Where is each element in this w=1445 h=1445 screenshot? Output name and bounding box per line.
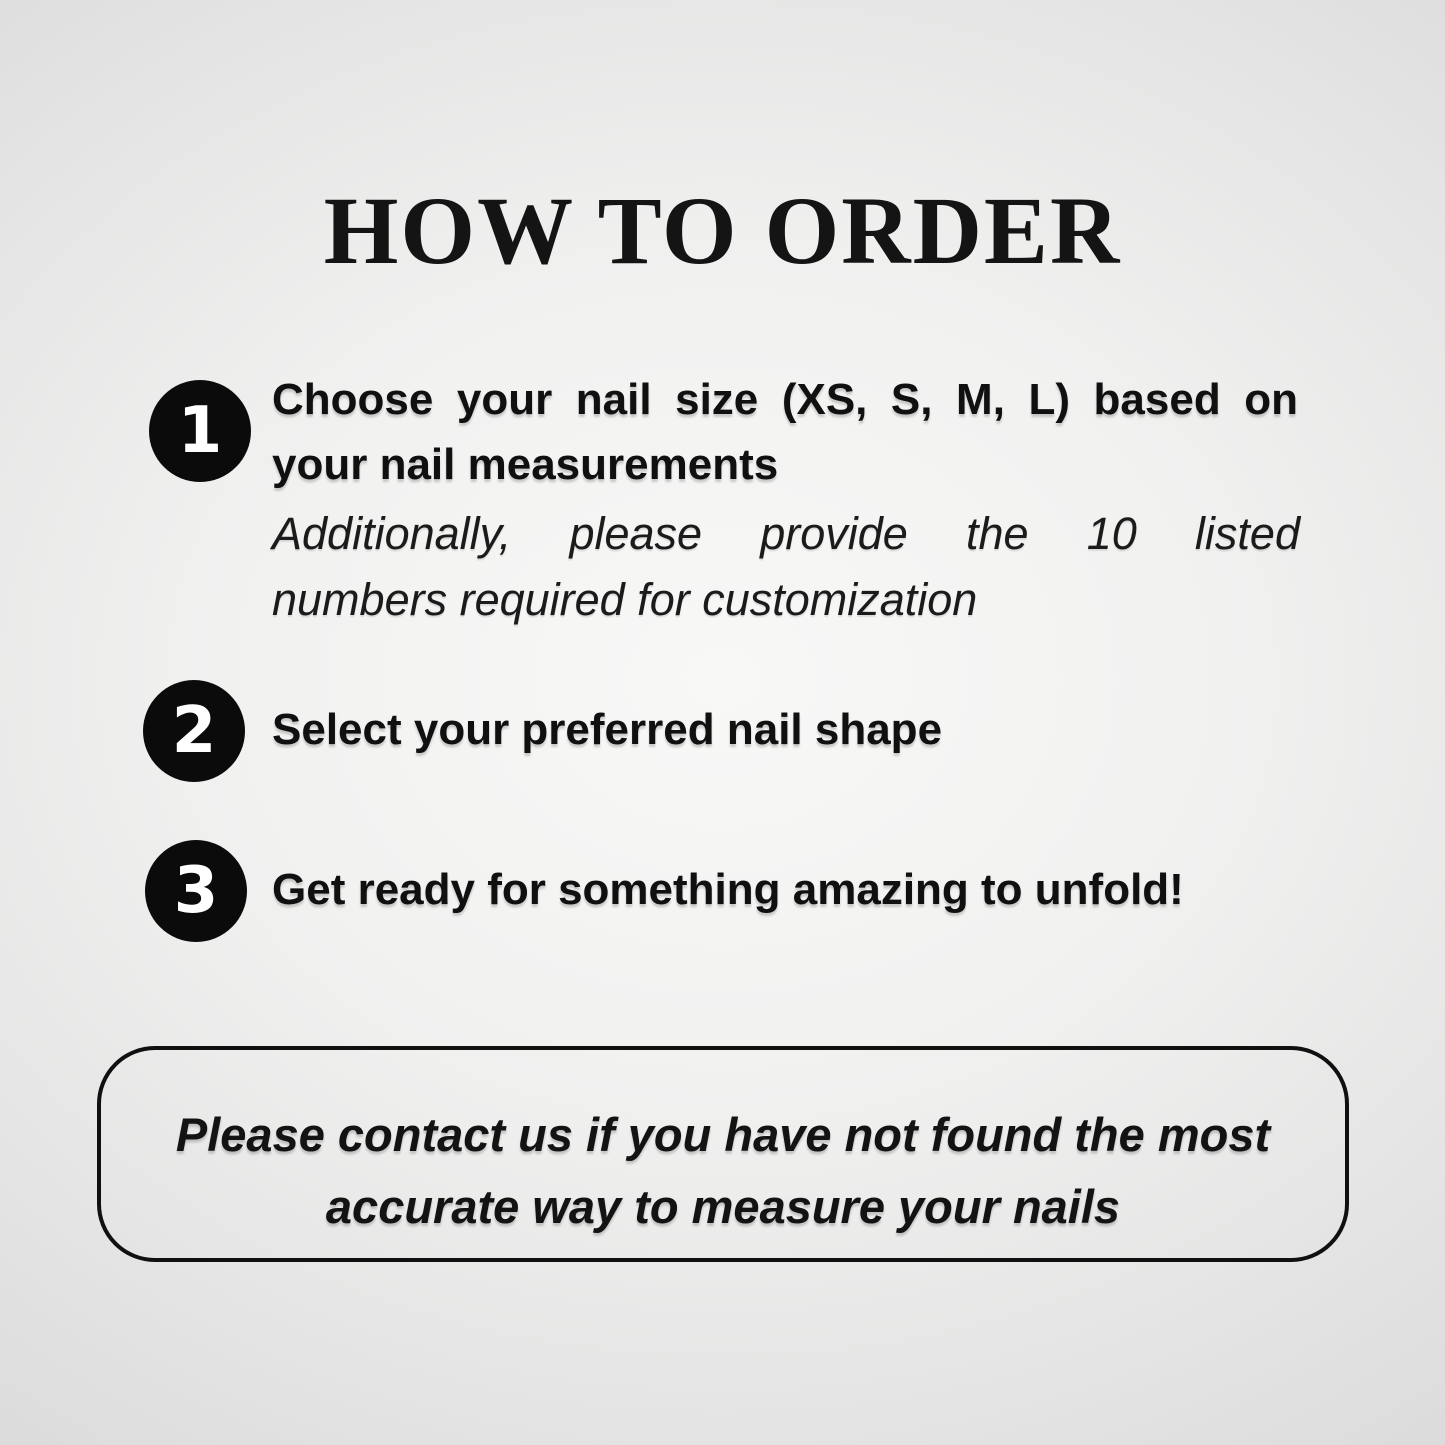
page-title: HOW TO ORDER [323, 177, 1122, 284]
step-2-number-badge [143, 680, 245, 782]
contact-note-box [97, 1046, 1349, 1262]
contact-note-line-2: accurate way to measure your nails [325, 1180, 1121, 1233]
step-1-note [272, 501, 1300, 633]
step-3-line-1: Get ready for something amazing to unfold! [272, 865, 1184, 914]
step-1-number-badge [149, 380, 251, 482]
step-2-line-1: Select your preferred nail shape [272, 705, 943, 754]
step-2-text [272, 697, 1298, 762]
step-2-number: 2 [171, 694, 217, 768]
step-1-note-line-2: numbers required for customization [272, 574, 978, 625]
step-3-number-badge [145, 840, 247, 942]
step-3-text [272, 857, 1298, 922]
step-1-line-2: your nail measurements [272, 440, 779, 489]
step-1-line-1: Choose your nail size (XS, S, M, L) based on [272, 375, 1298, 424]
step-1-note-line-1: Additionally, please provide the 10 listed [272, 508, 1300, 559]
contact-note-line-1: Please contact us if you have not found the most [175, 1108, 1271, 1161]
step-1-number: 1 [177, 394, 223, 468]
step-1-text [272, 367, 1298, 497]
step-3-number: 3 [173, 854, 219, 928]
